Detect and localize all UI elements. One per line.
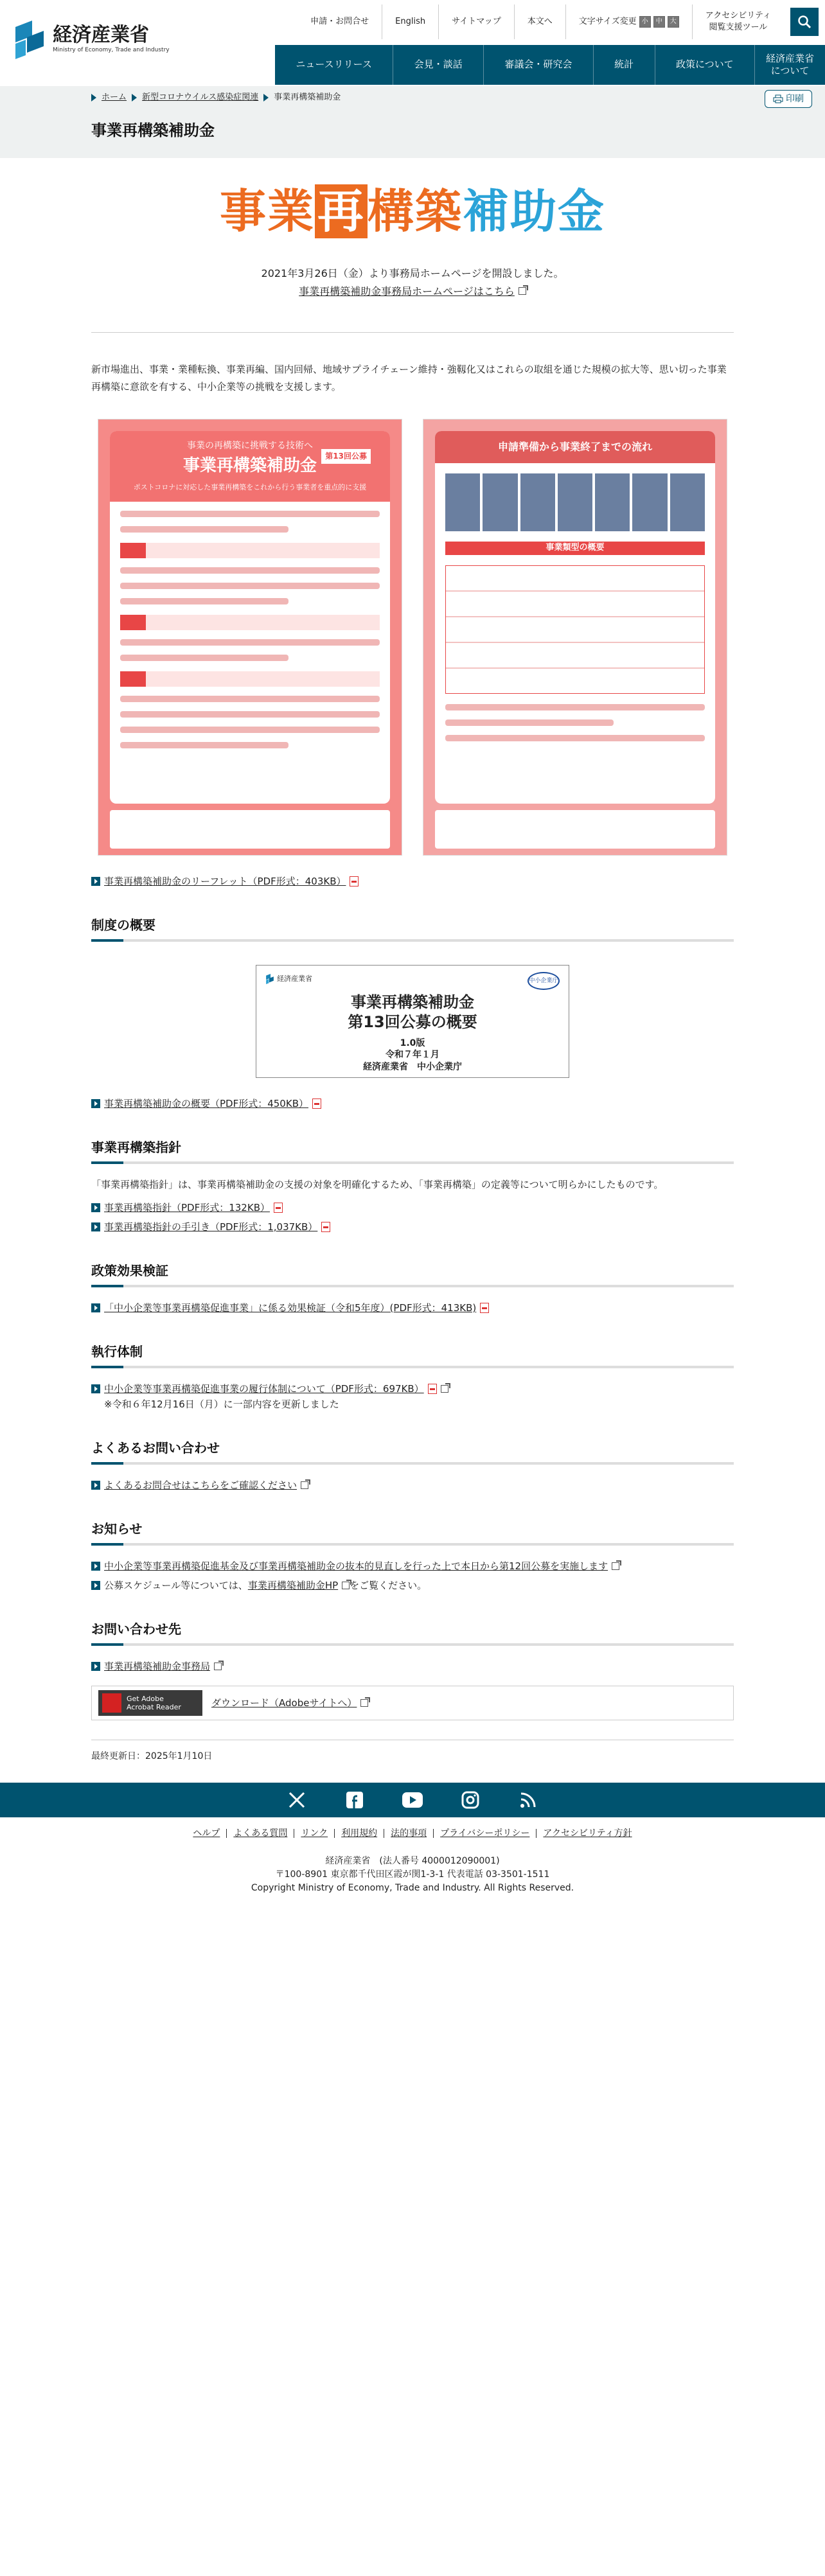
rss-icon[interactable] [518,1790,538,1810]
link-arrow-icon [91,1562,100,1571]
accessibility-label-1: アクセシビリティ [705,10,771,21]
font-size-small[interactable]: 小 [639,16,651,28]
section-title-contact: お問い合わせ先 [91,1619,734,1646]
external-link-icon [519,287,526,295]
secretariat-link-text: 事業再構築補助金事務局ホームページはこちら [299,285,515,297]
logo-title: 経済産業省 [53,24,149,47]
footer-link-terms[interactable]: 利用規約 [334,1829,384,1838]
external-link-icon [342,1582,350,1589]
external-link-icon [441,1385,448,1393]
external-link-icon [612,1562,619,1570]
external-link-icon [214,1663,222,1670]
link-arrow-icon [91,1481,100,1490]
divider [91,332,734,333]
footer-copyright: Copyright Ministry of Economy, Trade and Industry. All Rights Reserved. [251,1883,574,1894]
printer-icon [773,94,783,103]
acrobat-logo-line2: Acrobat Reader [127,1702,181,1711]
font-size-medium[interactable]: 中 [653,16,665,28]
breadcrumb-arrow-icon [263,94,269,101]
footer-link-faq[interactable]: よくある質問 [226,1829,294,1838]
intro-text: 新市場進出、事業・業種転換、事業再編、国内回帰、地域サプライチェーン維持・強靱化又はこれらの取組を通じた規模の拡大等、思い切った事業再構築に意欲を有する、中小企業等の挑戦を支援します。 [91,363,727,393]
nav-policy[interactable]: 政策について [655,45,754,85]
section-title-notice: お知らせ [91,1519,734,1546]
footer-address: 〒100-8901 東京都千代田区霞が関1-3-1 代表電話 03-3501-1511 [275,1869,550,1880]
section-title-guideline: 事業再構築指針 [91,1137,734,1164]
utility-nav [297,0,825,44]
breadcrumb-home[interactable]: ホーム [102,93,127,102]
footer-link-legal[interactable]: 法的事項 [384,1829,433,1838]
youtube-icon[interactable] [402,1790,423,1810]
guideline-manual-pdf-link[interactable] [91,1219,734,1235]
leaflet2-title: 申請準備から事業終了までの流れ [497,440,652,453]
pdf-icon [312,1098,321,1109]
instagram-icon[interactable] [460,1790,481,1810]
acrobat-logo[interactable] [98,1690,202,1716]
site-footer [0,1817,825,2576]
leaflet-badge: 第13回公募 [321,449,371,464]
leaflet-back-image [423,419,727,856]
nav-statistics[interactable]: 統計 [593,45,655,85]
external-link-icon [360,1699,368,1707]
overview-cover-image [256,965,569,1078]
leaflet-images [91,419,734,856]
section-title-system: 執行体制 [91,1341,734,1368]
nav-news-release[interactable]: ニュースリリース [296,58,372,71]
footer-spacer [0,1895,825,2576]
acrobat-download-box [91,1686,734,1720]
effect-pdf-link[interactable] [91,1300,734,1316]
system-pdf-link[interactable] [91,1381,734,1397]
section-title-overview: 制度の概要 [91,915,734,942]
nav-press-conference[interactable]: 会見・談話 [393,45,483,85]
acrobat-icon [102,1693,121,1713]
facebook-icon[interactable] [344,1790,365,1810]
contact-link-text: 事業再構築補助金事務局 [104,1660,211,1672]
main-content [91,184,734,1763]
accessibility-label-2: 閲覧支援ツール [709,22,768,32]
util-link-skip[interactable]: 本文へ [515,4,566,39]
secretariat-link[interactable] [91,283,734,300]
overview-cover-date: 令和７年１月 [386,1050,439,1061]
overview-pdf-link-text: 事業再構築補助金の概要（PDF形式：450KB） [104,1097,308,1109]
acrobat-download-link[interactable]: ダウンロード（Adobeサイトへ） [211,1697,357,1709]
overview-logo-text: 経済産業省 [277,974,312,983]
leaflet2-section: 事業類型の概要 [445,542,705,555]
overview-cover-title-2: 第13回公募の概要 [348,1012,477,1031]
overview-cover-title-1: 事業再構築補助金 [351,992,474,1011]
effect-pdf-link-text: 「中小企業等事業再構築促進事業」に係る効果検証（令和5年度）(PDF形式：413KB) [104,1301,477,1314]
overview-cover-version: 1.0版 [400,1038,425,1049]
breadcrumb-arrow-icon [91,94,96,101]
footer-link-help[interactable]: ヘルプ [193,1828,220,1839]
overview-logo [265,973,312,985]
link-arrow-icon [91,1099,100,1108]
notice-schedule-row [91,1578,734,1593]
search-icon [797,15,812,29]
util-link-english[interactable]: English [382,4,439,39]
faq-link-text: よくあるお問合せはこちらをご確認ください [104,1479,297,1491]
leaflet-subtitle: ポストコロナに対応した事業再構築をこれから行う事業者を重点的に支援 [133,482,367,491]
link-arrow-icon [91,1203,100,1212]
font-size-label: 文字サイズ変更 [578,16,637,26]
notice-schedule-post: をご覧ください。 [350,1579,427,1591]
link-arrow-icon [91,1384,100,1393]
util-link-inquiry[interactable]: 申請・お問合せ [297,4,382,39]
footer-link-privacy[interactable]: プライバシーポリシー [433,1829,536,1838]
hero-title-part: 再 [315,184,368,238]
global-nav [275,45,825,85]
guideline-pdf-link-text: 事業再構築指針（PDF形式：132KB） [104,1201,270,1213]
leaflet-header-small: 事業の再構築に挑戦する技術へ [187,440,313,451]
pdf-icon [428,1384,437,1394]
pdf-icon [480,1303,489,1313]
section-title-faq: よくあるお問い合わせ [91,1438,734,1465]
footer-link-links[interactable]: リンク [294,1829,334,1838]
font-size-large[interactable]: 大 [668,16,679,28]
system-update-note: ※令和６年12月16日（月）に一部内容を更新しました [104,1398,339,1410]
hero-title-part: 構築 [368,184,463,238]
nav-about-meti[interactable]: 経済産業省について [754,45,825,85]
guideline-manual-pdf-link-text: 事業再構築指針の手引き（PDF形式：1,037KB） [104,1221,318,1233]
logo-subtitle: Ministry of Economy, Trade and Industry [53,47,170,54]
print-button[interactable] [765,90,812,108]
x-icon[interactable] [287,1790,307,1810]
util-link-sitemap[interactable]: サイトマップ [439,4,515,39]
acrobat-logo-line1: Get Adobe [127,1694,164,1703]
system-pdf-link-text: 中小企業等事業再構築促進事業の履行体制について（PDF形式：697KB） [104,1382,424,1395]
breadcrumb-current: 事業再構築補助金 [274,93,341,102]
faq-link[interactable] [91,1478,734,1493]
font-size-control [566,4,693,39]
external-link-icon [301,1481,308,1489]
link-arrow-icon [91,877,100,886]
sme-agency-logo: 中小企業庁 [528,972,560,990]
notice-link[interactable] [91,1558,734,1574]
accessibility-tool-link[interactable] [693,4,784,39]
notice-link-text: 中小企業等事業再構築促進基金及び事業再構築補助金の抜本的見直しを行った上で本日から第12回公募を実施します [104,1560,608,1572]
link-arrow-icon [91,1581,100,1590]
pdf-icon [321,1222,330,1232]
notice-schedule-pre: 公募スケジュール等については、 [104,1579,248,1591]
leaflet-title: 事業再構築補助金 [182,456,317,476]
print-label: 印刷 [786,93,804,104]
leaflet-pdf-link[interactable] [91,874,734,889]
meti-logo-icon [13,21,46,59]
link-arrow-icon [91,1662,100,1671]
meti-logo-icon [265,974,274,984]
link-arrow-icon [91,1303,100,1312]
sns-bar [0,1783,825,1817]
overview-cover-org: 経済産業省 中小企業庁 [363,1061,462,1072]
meti-logo[interactable] [13,21,170,59]
contact-link[interactable] [91,1659,734,1674]
hero-title-part: 事業 [219,184,315,238]
last-updated: 最終更新日：2025年1月10日 [91,1740,734,1763]
title-band [0,86,825,158]
breadcrumb-arrow-icon [132,94,137,101]
nav-councils[interactable]: 審議会・研究会 [483,45,593,85]
footer-nav [0,1829,825,1838]
pdf-icon [350,876,359,887]
guideline-text: 「事業再構築指針」は、事業再構築補助金の支援の対象を明確化するため、「事業再構築」の定義等について明らかにしたものです。 [91,1178,664,1190]
leaflet-front-image [98,419,402,856]
overview-pdf-link[interactable] [91,1096,734,1111]
breadcrumb-covid[interactable]: 新型コロナウイルス感染症関連 [142,93,259,102]
pdf-icon [274,1203,283,1213]
footer-org: 経済産業省 (法人番号 4000012090001) [325,1856,500,1867]
search-button[interactable] [790,8,819,36]
hero-banner [91,184,734,300]
link-arrow-icon [91,1222,100,1231]
footer-link-accessibility[interactable]: アクセシビリティ方針 [536,1829,638,1838]
notice-schedule-link[interactable]: 事業再構築補助金HP [247,1579,339,1591]
leaflet-pdf-link-text: 事業再構築補助金のリーフレット（PDF形式：403KB） [104,875,346,887]
page-title: 事業再構築補助金 [91,121,215,139]
breadcrumb [91,91,341,105]
hero-title [91,184,734,239]
guideline-pdf-link[interactable] [91,1200,734,1215]
section-title-effect: 政策効果検証 [91,1260,734,1287]
site-header [0,0,825,86]
hero-note: 2021年3月26日（金）より事務局ホームページを開設しました。 [261,267,564,280]
hero-title-part: 補助金 [463,184,606,238]
